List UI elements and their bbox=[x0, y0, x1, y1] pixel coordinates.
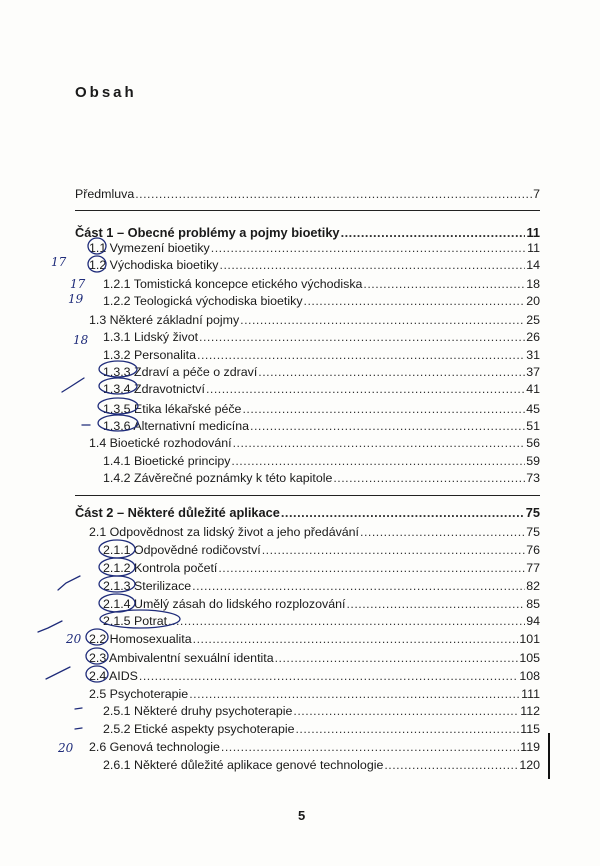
toc-entry[interactable] bbox=[89, 668, 540, 684]
toc-entry[interactable] bbox=[103, 470, 540, 486]
toc-entry-page: 56 bbox=[526, 436, 540, 450]
ink-margin-number: 20 bbox=[58, 741, 74, 755]
toc-entry-page: 11 bbox=[526, 225, 540, 240]
toc-entry-page: 25 bbox=[526, 313, 540, 327]
divider-line bbox=[75, 495, 540, 496]
toc-leader-dots bbox=[168, 613, 525, 629]
toc-entry-page: 37 bbox=[526, 365, 540, 379]
toc-leader-dots bbox=[304, 293, 526, 309]
toc-entry-title: 1.3.5 Etika lékařské péče bbox=[103, 402, 242, 416]
toc-entry[interactable] bbox=[89, 257, 540, 273]
toc-entry[interactable] bbox=[103, 596, 540, 612]
toc-entry-title: 2.6.1 Některé důležité aplikace genové technologie bbox=[103, 758, 384, 772]
toc-entry-page: 7 bbox=[533, 187, 540, 201]
toc-leader-dots bbox=[193, 631, 519, 647]
toc-entry-page: 51 bbox=[526, 419, 540, 433]
toc-part-heading[interactable] bbox=[75, 505, 540, 521]
toc-leader-dots bbox=[233, 435, 526, 451]
toc-part-heading[interactable] bbox=[75, 225, 540, 241]
toc-entry-title: 1.4 Bioetické rozhodování bbox=[89, 436, 232, 450]
toc-entry-page: 112 bbox=[520, 704, 540, 718]
toc-entry-title: Předmluva bbox=[75, 187, 135, 201]
toc-entry-page: 18 bbox=[526, 277, 540, 291]
toc-entry-page: 41 bbox=[526, 382, 540, 396]
toc-entry[interactable] bbox=[103, 613, 540, 629]
toc-entry-page: 14 bbox=[526, 258, 540, 272]
toc-entry[interactable] bbox=[89, 435, 540, 451]
toc-leader-dots bbox=[346, 596, 525, 612]
toc-entry[interactable] bbox=[89, 312, 540, 328]
toc-entry[interactable] bbox=[103, 560, 540, 576]
toc-leader-dots bbox=[221, 739, 519, 755]
toc-leader-dots bbox=[240, 312, 525, 328]
toc-entry-title: 2.1.3 Sterilizace bbox=[103, 579, 192, 593]
toc-entry-page: 101 bbox=[519, 632, 540, 646]
toc-entry[interactable] bbox=[103, 542, 540, 558]
toc-entry-title: 1.2.1 Tomistická koncepce etického východiska bbox=[103, 277, 363, 291]
toc-entry-title: 1.2 Východiska bioetiky bbox=[89, 258, 219, 272]
toc-leader-dots bbox=[192, 578, 525, 594]
toc-entry-page: 59 bbox=[526, 454, 540, 468]
toc-entry-title: 2.2 Homosexualita bbox=[89, 632, 192, 646]
toc-entry[interactable] bbox=[89, 524, 540, 540]
toc-entry[interactable] bbox=[89, 686, 540, 702]
toc-entry-page: 75 bbox=[526, 525, 540, 539]
toc-leader-dots bbox=[295, 721, 519, 737]
page-number: 5 bbox=[298, 808, 306, 823]
toc-leader-dots bbox=[360, 524, 525, 540]
toc-entry-title: 2.1.2 Kontrola početí bbox=[103, 561, 218, 575]
toc-entry-page: 26 bbox=[526, 330, 540, 344]
toc-leader-dots bbox=[197, 347, 525, 363]
toc-leader-dots bbox=[384, 757, 518, 773]
toc-entry-title: 2.5.2 Etické aspekty psychoterapie bbox=[103, 722, 295, 736]
toc-entry[interactable] bbox=[103, 381, 540, 397]
toc-entry-page: 82 bbox=[526, 579, 540, 593]
toc-entry-page: 11 bbox=[527, 241, 540, 255]
toc-entry[interactable] bbox=[103, 418, 540, 434]
toc-leader-dots bbox=[262, 542, 525, 558]
toc-entry-title: 1.3.2 Personalita bbox=[103, 348, 196, 362]
toc-entry[interactable] bbox=[103, 721, 540, 737]
toc-entry[interactable] bbox=[103, 703, 540, 719]
toc-entry[interactable] bbox=[89, 650, 540, 666]
toc-leader-dots bbox=[333, 470, 525, 486]
toc-entry[interactable] bbox=[75, 186, 540, 202]
toc-entry-page: 45 bbox=[526, 402, 540, 416]
toc-entry-title: 2.1 Odpovědnost za lidský život a jeho předávání bbox=[89, 525, 360, 539]
toc-entry[interactable] bbox=[103, 757, 540, 773]
ink-margin-number: 19 bbox=[68, 292, 84, 306]
toc-leader-dots bbox=[250, 418, 525, 434]
toc-entry-title: 2.6 Genová technologie bbox=[89, 740, 220, 754]
toc-leader-dots bbox=[363, 276, 525, 292]
toc-entry-page: 77 bbox=[526, 561, 540, 575]
toc-entry-title: 1.3 Některé základní pojmy bbox=[89, 313, 240, 327]
toc-leader-dots bbox=[281, 505, 525, 521]
toc-entry[interactable] bbox=[103, 401, 540, 417]
toc-leader-dots bbox=[293, 703, 519, 719]
toc-entry-title: 2.3 Ambivalentní sexuální identita bbox=[89, 651, 274, 665]
toc-entry-title: 2.1.1 Odpovědné rodičovství bbox=[103, 543, 261, 557]
toc-entry-page: 111 bbox=[521, 687, 540, 701]
toc-leader-dots bbox=[258, 364, 525, 380]
toc-entry-title: 1.3.4 Zdravotnictví bbox=[103, 382, 205, 396]
toc-leader-dots bbox=[231, 453, 525, 469]
toc-leader-dots bbox=[341, 225, 526, 241]
toc-entry-page: 94 bbox=[526, 614, 540, 628]
ink-margin-number: 20 bbox=[66, 632, 82, 646]
toc-entry-page: 119 bbox=[520, 740, 540, 754]
toc-entry[interactable] bbox=[103, 578, 540, 594]
toc-entry-page: 76 bbox=[526, 543, 540, 557]
toc-entry-title: Část 1 – Obecné problémy a pojmy bioetiky bbox=[75, 225, 340, 240]
toc-entry-title: 1.4.1 Bioetické principy bbox=[103, 454, 231, 468]
toc-entry-title: 1.1 Vymezení bioetiky bbox=[89, 241, 210, 255]
toc-leader-dots bbox=[275, 650, 519, 666]
ink-margin-number: 17 bbox=[70, 277, 86, 291]
toc-entry[interactable] bbox=[103, 276, 540, 292]
ink-margin-number: 17 bbox=[51, 255, 67, 269]
toc-leader-dots bbox=[206, 381, 525, 397]
toc-entry-title: 1.4.2 Závěrečné poznámky k této kapitole bbox=[103, 471, 333, 485]
toc-leader-dots bbox=[199, 329, 525, 345]
toc-leader-dots bbox=[135, 186, 532, 202]
toc-entry[interactable] bbox=[103, 364, 540, 380]
toc-leader-dots bbox=[189, 686, 520, 702]
toc-entry-page: 75 bbox=[525, 505, 540, 520]
toc-entry[interactable] bbox=[103, 453, 540, 469]
toc-entry[interactable] bbox=[103, 293, 540, 309]
toc-entry-page: 115 bbox=[520, 722, 540, 736]
toc-entry-title: Část 2 – Některé důležité aplikace bbox=[75, 505, 280, 520]
divider-line bbox=[75, 210, 540, 211]
toc-entry-page: 120 bbox=[519, 758, 540, 772]
toc-entry-title: 2.5 Psychoterapie bbox=[89, 687, 189, 701]
toc-leader-dots bbox=[220, 257, 526, 273]
toc-entry-page: 108 bbox=[519, 669, 540, 683]
ink-margin-number: 18 bbox=[73, 333, 89, 347]
toc-entry-title: 1.3.1 Lidský život bbox=[103, 330, 199, 344]
margin-ink-line bbox=[548, 733, 550, 779]
toc-entry[interactable] bbox=[89, 240, 540, 256]
toc-entry-page: 105 bbox=[519, 651, 540, 665]
toc-entry-page: 20 bbox=[526, 294, 540, 308]
toc-entry-title: 2.1.5 Potrat bbox=[103, 614, 168, 628]
toc-entry-title: 2.1.4 Umělý zásah do lidského rozplozování bbox=[103, 597, 346, 611]
toc-entry[interactable] bbox=[103, 329, 540, 345]
toc-entry[interactable] bbox=[89, 739, 540, 755]
toc-entry-title: 1.3.6 Alternativní medicína bbox=[103, 419, 250, 433]
toc-leader-dots bbox=[218, 560, 525, 576]
toc-entry-title: 2.5.1 Některé druhy psychoterapie bbox=[103, 704, 293, 718]
toc-entry-page: 85 bbox=[526, 597, 540, 611]
toc-entry-title: 1.2.2 Teologická východiska bioetiky bbox=[103, 294, 303, 308]
toc-leader-dots bbox=[242, 401, 525, 417]
toc-entry-title: 1.3.3 Zdraví a péče o zdraví bbox=[103, 365, 258, 379]
toc-leader-dots bbox=[139, 668, 518, 684]
toc-heading: Obsah bbox=[75, 84, 137, 101]
toc-leader-dots bbox=[211, 240, 526, 256]
toc-entry-page: 73 bbox=[526, 471, 540, 485]
toc-entry[interactable] bbox=[103, 347, 540, 363]
toc-entry-page: 31 bbox=[526, 348, 540, 362]
toc-entry-title: 2.4 AIDS bbox=[89, 669, 138, 683]
toc-entry[interactable] bbox=[89, 631, 540, 647]
